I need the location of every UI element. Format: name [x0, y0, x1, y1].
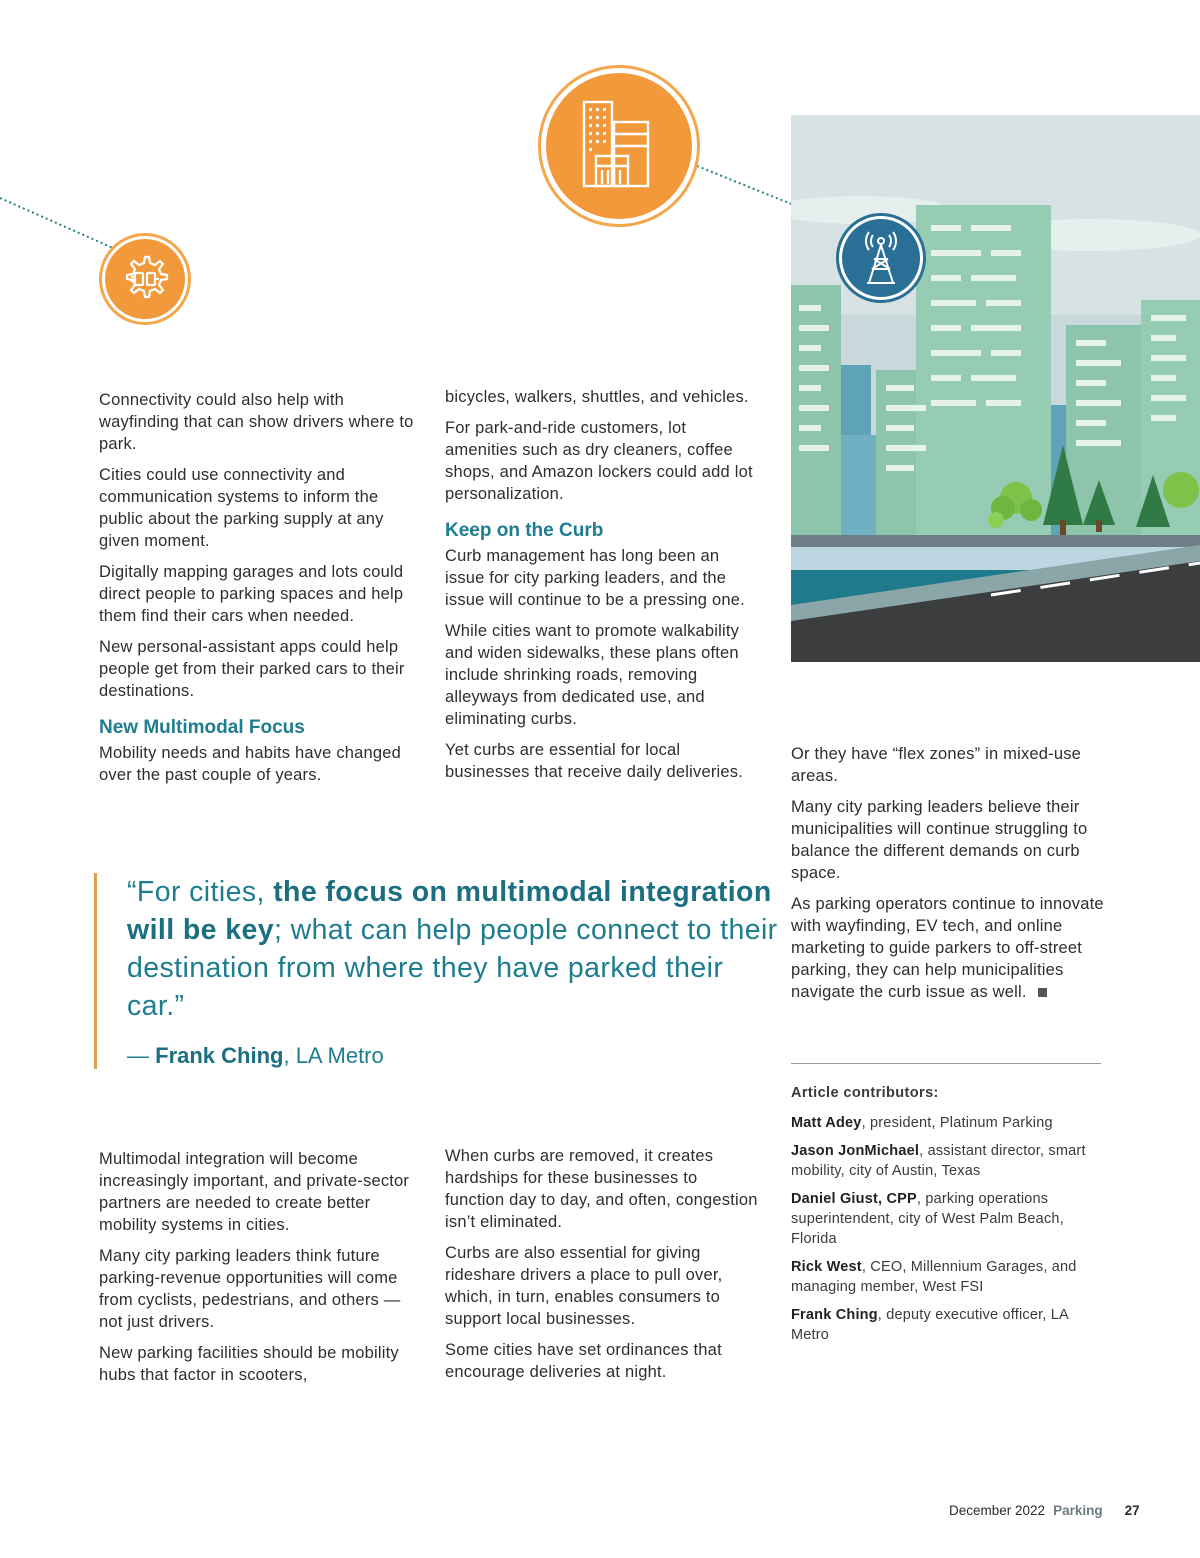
- paragraph: When curbs are removed, it creates hardships for these businesses to function day to day, and often, congestion isn’t eliminated.: [445, 1147, 758, 1231]
- column-right: [791, 743, 1106, 1012]
- paragraph: Curb management has long been an issue for city parking leaders, and the issue will continue to be a pressing one.: [445, 547, 745, 609]
- paragraph: Curbs are also essential for giving rideshare drivers a place to pull over, which, in turn, enables consumers to support local businesses.: [445, 1244, 723, 1328]
- paragraph: New parking facilities should be mobility hubs that factor in scooters,: [99, 1344, 399, 1384]
- paragraph: Multimodal integration will become increasingly important, and private-sector partners are needed to create better mobility systems in cities.: [99, 1150, 410, 1234]
- cell-tower-icon: [836, 213, 926, 303]
- section-heading-multimodal: New Multimodal Focus: [99, 717, 305, 738]
- column-bottom-left: [99, 1148, 414, 1395]
- contributors-heading: Article contributors:: [791, 1085, 939, 1101]
- contributor: [791, 1113, 1106, 1133]
- contributor-name: Rick West: [791, 1259, 862, 1275]
- quote-rest: ; what can help people connect to their destination from where they have parked their car.”: [127, 914, 778, 1022]
- quote-attribution: [127, 1043, 784, 1069]
- paragraph: Mobility needs and habits have changed over the past couple of years.: [99, 744, 402, 784]
- column-top-left: [99, 389, 414, 795]
- contributor-role: , parking operations superintendent, city of West Palm Beach, Florida: [791, 1191, 1064, 1247]
- contributor: [791, 1257, 1106, 1297]
- column-top-middle: [445, 386, 760, 792]
- contributor-name: Matt Adey: [791, 1115, 862, 1131]
- end-mark-icon: [1038, 988, 1047, 997]
- contributor-role: , assistant director, smart mobility, city of Austin, Texas: [791, 1143, 1086, 1179]
- paragraph: For park-and-ride customers, lot amenities such as dry cleaners, coffee shops, and Amazon lockers could add lot personalization.: [445, 419, 753, 503]
- column-bottom-middle: [445, 1145, 760, 1392]
- page-number: 27: [1124, 1503, 1140, 1518]
- buildings-icon: [538, 65, 700, 227]
- paragraph-text: As parking operators continue to innovate with wayfinding, EV tech, and online marketing to guide parkers to off-street parking, they can help municipalities navigate the curb issue as well.: [791, 895, 1104, 1001]
- paragraph: New personal-assistant apps could help people get from their parked cars to their destinations.: [99, 638, 405, 700]
- quote-author: Frank Ching: [155, 1043, 284, 1068]
- paragraph: Or they have “flex zones” in mixed-use areas.: [791, 745, 1082, 785]
- contributors-box: [791, 1085, 1106, 1353]
- plug-gear-icon: [99, 233, 191, 325]
- divider: [791, 1063, 1101, 1064]
- city-illustration: [791, 115, 1200, 662]
- paragraph: Many city parking leaders think future parking-revenue opportunities will come from cyclists, pedestrians, and others — not just drivers.: [99, 1247, 401, 1331]
- contributor-role: , CEO, Millennium Garages, and managing member, West FSI: [791, 1259, 1077, 1295]
- paragraph: Yet curbs are essential for local businesses that receive daily deliveries.: [445, 741, 744, 781]
- paragraph: Many city parking leaders believe their municipalities will continue struggling to balance the different demands on curb space.: [791, 798, 1088, 882]
- section-heading-curb: Keep on the Curb: [445, 520, 604, 541]
- page-footer: [949, 1503, 1140, 1518]
- quote-org: , LA Metro: [283, 1043, 384, 1068]
- paragraph: Digitally mapping garages and lots could direct people to parking spaces and help them find their cars when needed.: [99, 563, 404, 625]
- contributor-name: Jason JonMichael: [791, 1143, 920, 1159]
- contributor: [791, 1189, 1106, 1249]
- quote-dash: —: [127, 1043, 156, 1068]
- quote-text: [127, 873, 784, 1025]
- quote-emphasis: the focus on multimodal integration will be key: [127, 876, 772, 946]
- paragraph: [791, 893, 1106, 1003]
- contributor-name: Frank Ching: [791, 1307, 878, 1323]
- contributor: [791, 1141, 1106, 1181]
- paragraph: Connectivity could also help with wayfinding that can show drivers where to park.: [99, 391, 414, 453]
- paragraph: bicycles, walkers, shuttles, and vehicles.: [445, 388, 749, 406]
- contributor-name: Daniel Giust, CPP: [791, 1191, 917, 1207]
- footer-magazine: Parking: [1053, 1503, 1103, 1518]
- contributor-role: , deputy executive officer, LA Metro: [791, 1307, 1069, 1343]
- quote-open: “For cities,: [127, 876, 274, 908]
- footer-date: December 2022: [949, 1503, 1046, 1518]
- paragraph: Cities could use connectivity and communication systems to inform the public about the parking supply at any given moment.: [99, 466, 384, 550]
- contributor: [791, 1305, 1106, 1345]
- paragraph: While cities want to promote walkability and widen sidewalks, these plans often include shrinking roads, removing alleyways from dedicated use, and eliminating curbs.: [445, 622, 740, 728]
- paragraph: Some cities have set ordinances that encourage deliveries at night.: [445, 1341, 722, 1381]
- pull-quote: [94, 873, 784, 1069]
- contributor-role: , president, Platinum Parking: [861, 1115, 1053, 1131]
